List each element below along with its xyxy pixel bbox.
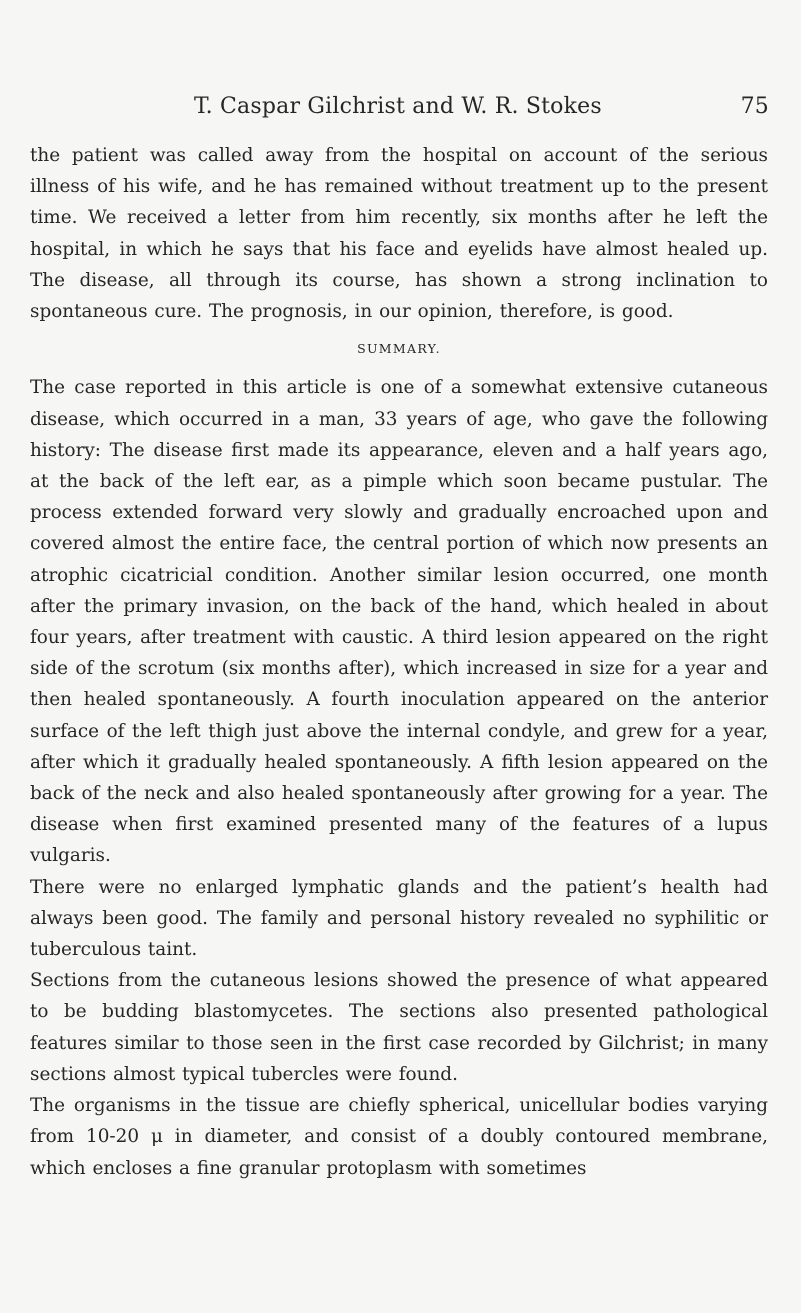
running-head: [194, 94, 769, 128]
summary-heading: SUMMARY.: [357, 341, 441, 357]
paragraph-summary-case: The case reported in this article is one of a somewhat extensive cutaneous disease, which occurred in a man, 33 years of age, who gave the following history: The disease first made its appearance, eleven and a half years ago, at the back of the left ear, as a pimple which soon became pustular. The process extended forward very slowly and gradually encroached upon and covered almost the entire face, the central portion of which now presents an atrophic cicatricial condition. Another similar lesion occurred, one month after the primary invasion, on the back of the hand, which healed in about four years, after treatment with caustic. A third lesion appeared on the right side of the scrotum (six months after), which increased in size for a year and then healed spontaneously. A fourth inoculation appeared on the anterior surface of the left thigh just above the internal condyle, and grew for a year, after which it gradually healed spontaneously. A fifth lesion appeared on the back of the neck and also healed spontaneously after growing for a year. The disease when first examined presented many of the features of a lupus vulgaris.: [30, 377, 768, 867]
page-number: 75: [740, 94, 769, 119]
paragraph-lymphatic: There were no enlarged lymphatic glands and the patient’s health had always been good. The family and personal history revealed no syphilitic or tuberculous taint.: [30, 876, 768, 961]
running-head-title: T. Caspar Gilchrist and W. R. Stokes: [194, 94, 602, 119]
paragraph-continuation: the patient was called away from the hospital on account of the serious illness of his wife, and he has remained without treatment up to the present time. We received a letter from him recently, six months after he left the hospital, in which he says that his face and eyelids have almost healed up. The disease, all through its course, has shown a strong inclination to spontaneous cure. The prognosis, in our opinion, therefore, is good.: [30, 145, 768, 323]
paragraph-sections: Sections from the cutaneous lesions showed the presence of what appeared to be budding blastomycetes. The sections also presented pathological features similar to those seen in the first case recorded by Gilchrist; in many sections almost typical tubercles were found.: [30, 970, 768, 1085]
paragraph-organisms: The organisms in the tissue are chiefly spherical, unicellular bodies varying from 10-20 μ in diameter, and consist of a doubly contoured membrane, which encloses a fine granular protoplasm with sometimes: [30, 1095, 768, 1179]
body-text: [30, 140, 768, 1184]
